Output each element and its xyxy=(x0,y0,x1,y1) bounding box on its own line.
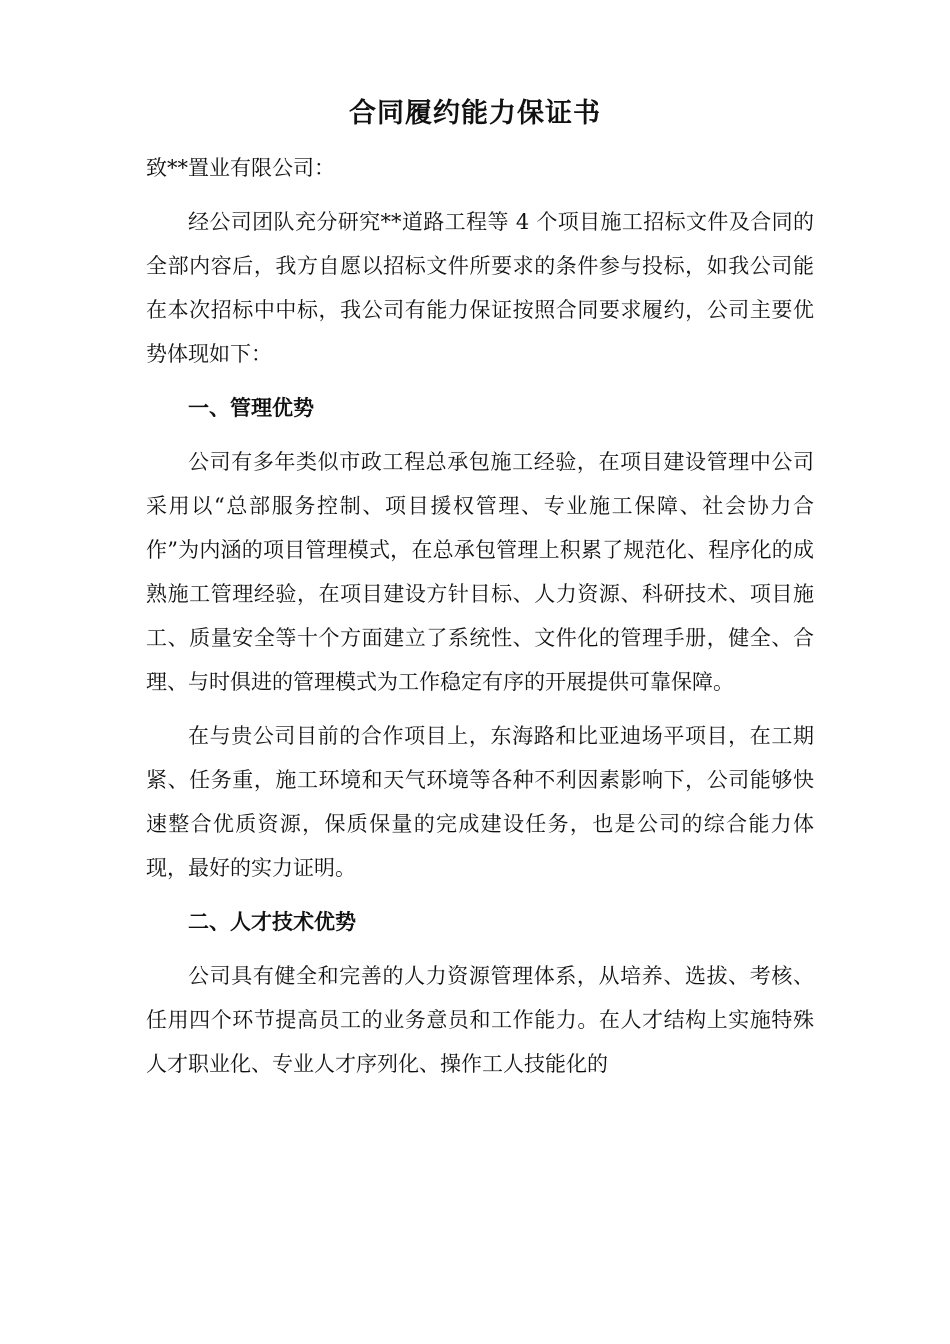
management-paragraph-2: 在与贵公司目前的合作项目上，东海路和比亚迪场平项目，在工期紧、任务重，施工环境和天气环境等各种不利因素影响下，公司能够快速整合优质资源，保质保量的完成建设任务，也是公司的综合能力体现，最好的实力证明。 xyxy=(146,724,814,880)
salutation: 致**置业有限公司： xyxy=(146,156,335,180)
document-body xyxy=(146,146,814,1096)
section-heading-talent: 二、人才技术优势 xyxy=(188,910,356,934)
document-title: 合同履约能力保证书 xyxy=(349,98,601,129)
intro-paragraph: 经公司团队充分研究**道路工程等 4 个项目施工招标文件及合同的全部内容后，我方自愿以招标文件所要求的条件参与投标，如我公司能在本次招标中中标，我公司有能力保证按照合同要求履约，公司主要优势体现如下： xyxy=(146,210,814,366)
management-paragraph-1: 公司有多年类似市政工程总承包施工经验，在项目建设管理中公司采用以“总部服务控制、项目援权管理、专业施工保障、社会协力合作”为内涵的项目管理模式，在总承包管理上积累了规范化、程序化的成熟施工管理经验，在项目建设方针目标、人力资源、科研技术、项目施工、质量安全等十个方面建立了系统性、文件化的管理手册，健全、合理、与时俱进的管理模式为工作稳定有序的开展提供可靠保障。 xyxy=(146,450,814,694)
talent-paragraph-1: 公司具有健全和完善的人力资源管理体系，从培养、选拔、考核、任用四个环节提高员工的业务意员和工作能力。在人才结构上实施特殊人才职业化、专业人才序列化、操作工人技能化的 xyxy=(146,964,814,1076)
section-heading-management: 一、管理优势 xyxy=(188,396,314,420)
